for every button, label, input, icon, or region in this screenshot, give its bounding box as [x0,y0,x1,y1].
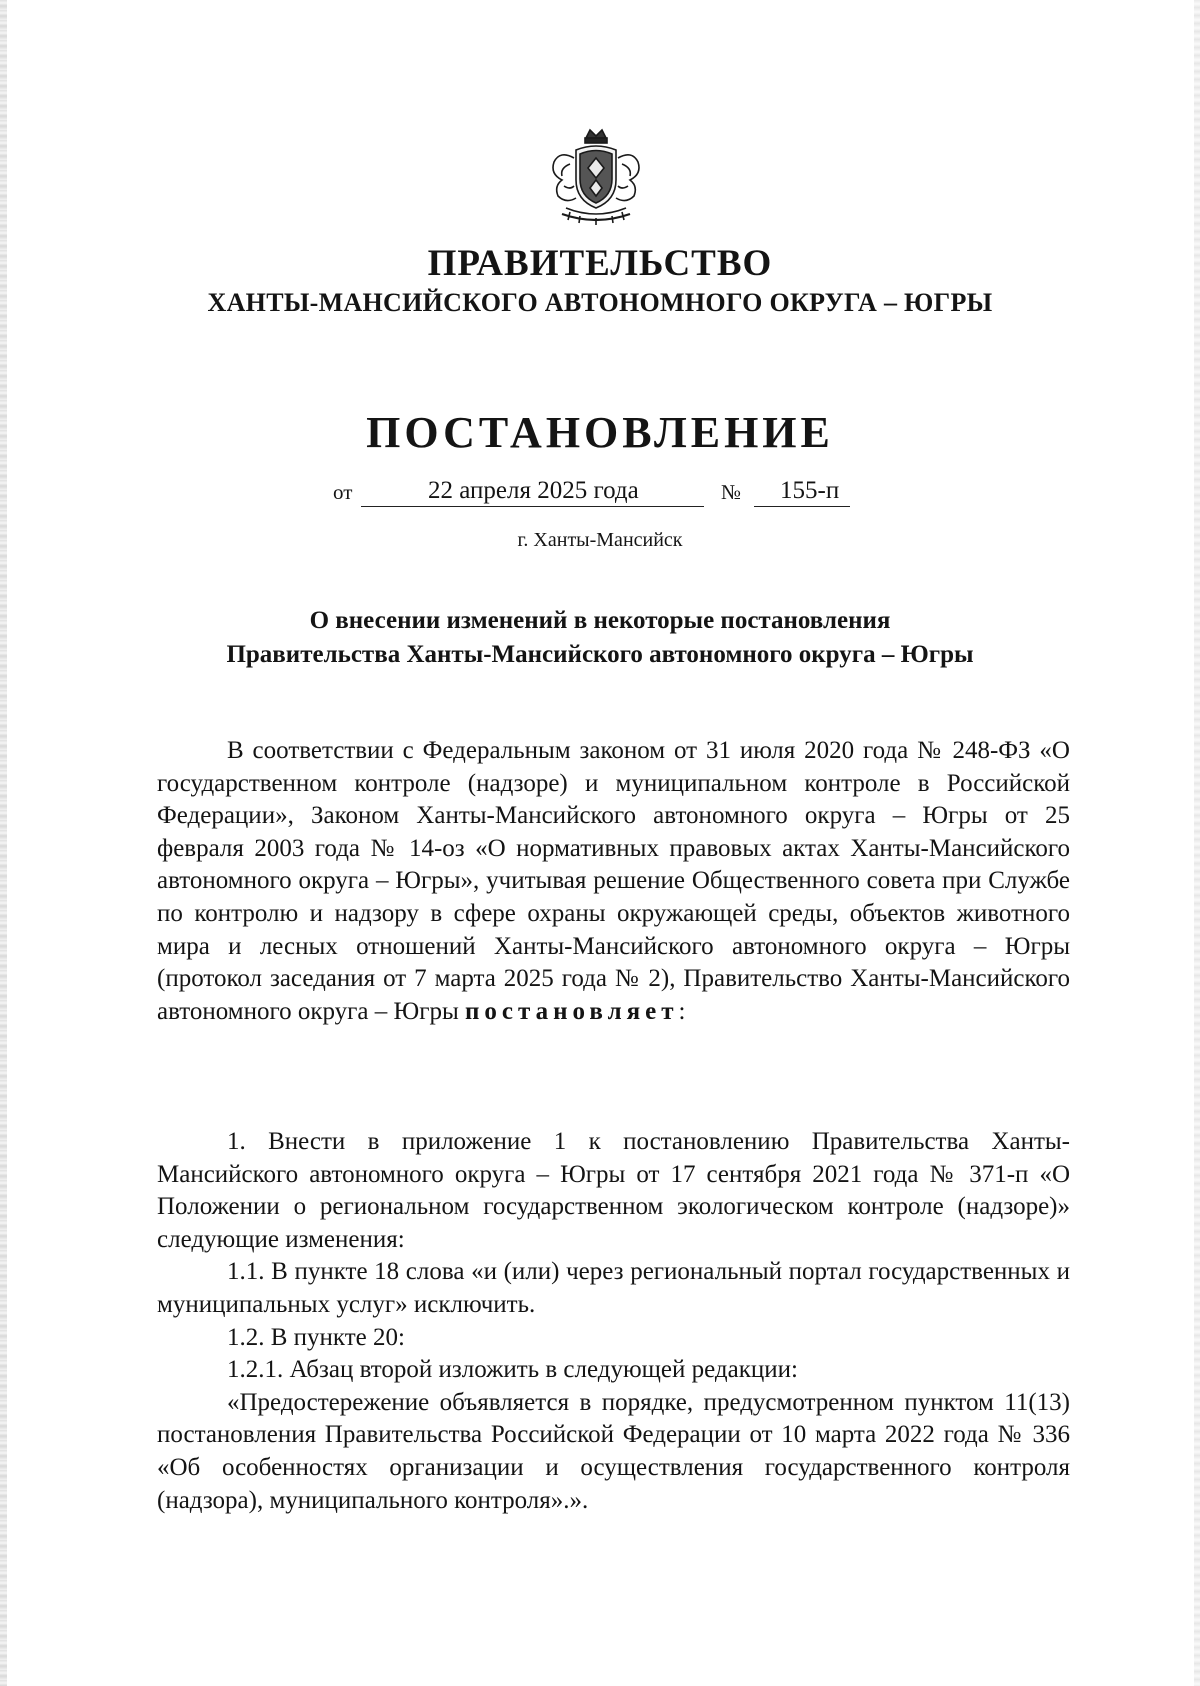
government-heading: ПРАВИТЕЛЬСТВО [427,243,773,284]
document-title [0,604,1200,672]
city: г. Ханты-Мансийск [517,529,683,551]
preamble [157,735,1070,1028]
region-heading: ХАНТЫ-МАНСИЙСКОГО АВТОНОМНОГО ОКРУГА – ЮГРЫ [207,288,993,317]
number-value: 155-п [780,477,840,504]
preamble-colon: : [678,997,686,1025]
title-line: О внесении изменений в некоторые постановления [309,607,891,634]
document-type: ПОСТАНОВЛЕНИЕ [366,408,834,457]
item-paragraph: 1. Внести в приложение 1 к постановлению Правительства Ханты-Мансийского автономного округа – Югры от 17 сентября 2021 года № 371-п «О Положении о региональном государственном экологическом контроле (надзоре)» следующие изменения: [157,1128,1070,1253]
item-paragraph: 1.2.1. Абзац второй изложить в следующей редакции: [227,1356,798,1384]
date-label: от [333,480,353,504]
resolution-items [157,1126,1070,1517]
coat-of-arms-icon [540,128,652,228]
number-label: № [721,480,742,504]
item-paragraph: 1.2. В пункте 20: [227,1323,405,1351]
date-value: 22 апреля 2025 года [428,477,639,504]
resolves-word: постановляет [465,997,679,1025]
item-paragraph: «Предостережение объявляется в порядке, предусмотренном пунктом 11(13) постановления Правительства Российской Федерации от 10 марта 2022 года № 336 «Об особенностях организации и осуществления государственного контроля (надзора), муниципального контроля».». [157,1388,1070,1514]
preamble-paragraph [157,735,1070,1028]
item-paragraph: 1.1. В пункте 18 слова «и (или) через региональный портал государственных и муниципальных услуг» исключить. [157,1258,1070,1318]
preamble-text: В соответствии с Федеральным законом от 31 июля 2020 года № 248-ФЗ «О государственном контроле (надзоре) и муниципальном контроле в Российской Федерации», Законом Ханты-Мансийского автономного округа – Югры от 25 февраля 2003 года № 14-оз «О нормативных правовых актах Ханты-Мансийского автономного округа – Югры», учитывая решение Общественного совета при Службе по контролю и надзору в сфере охраны окружающей среды, объектов животного мира и лесных отношений Ханты-Мансийского автономного округа – Югры (протокол заседания от 7 марта 2025 года № 2), Правительство Ханты-Мансийского автономного округа – Югры [157,737,1070,1025]
title-line: Правительства Ханты-Мансийского автономного округа – Югры [226,641,974,668]
number-underline [754,506,850,507]
date-number-line [333,475,873,509]
date-underline [361,506,704,507]
